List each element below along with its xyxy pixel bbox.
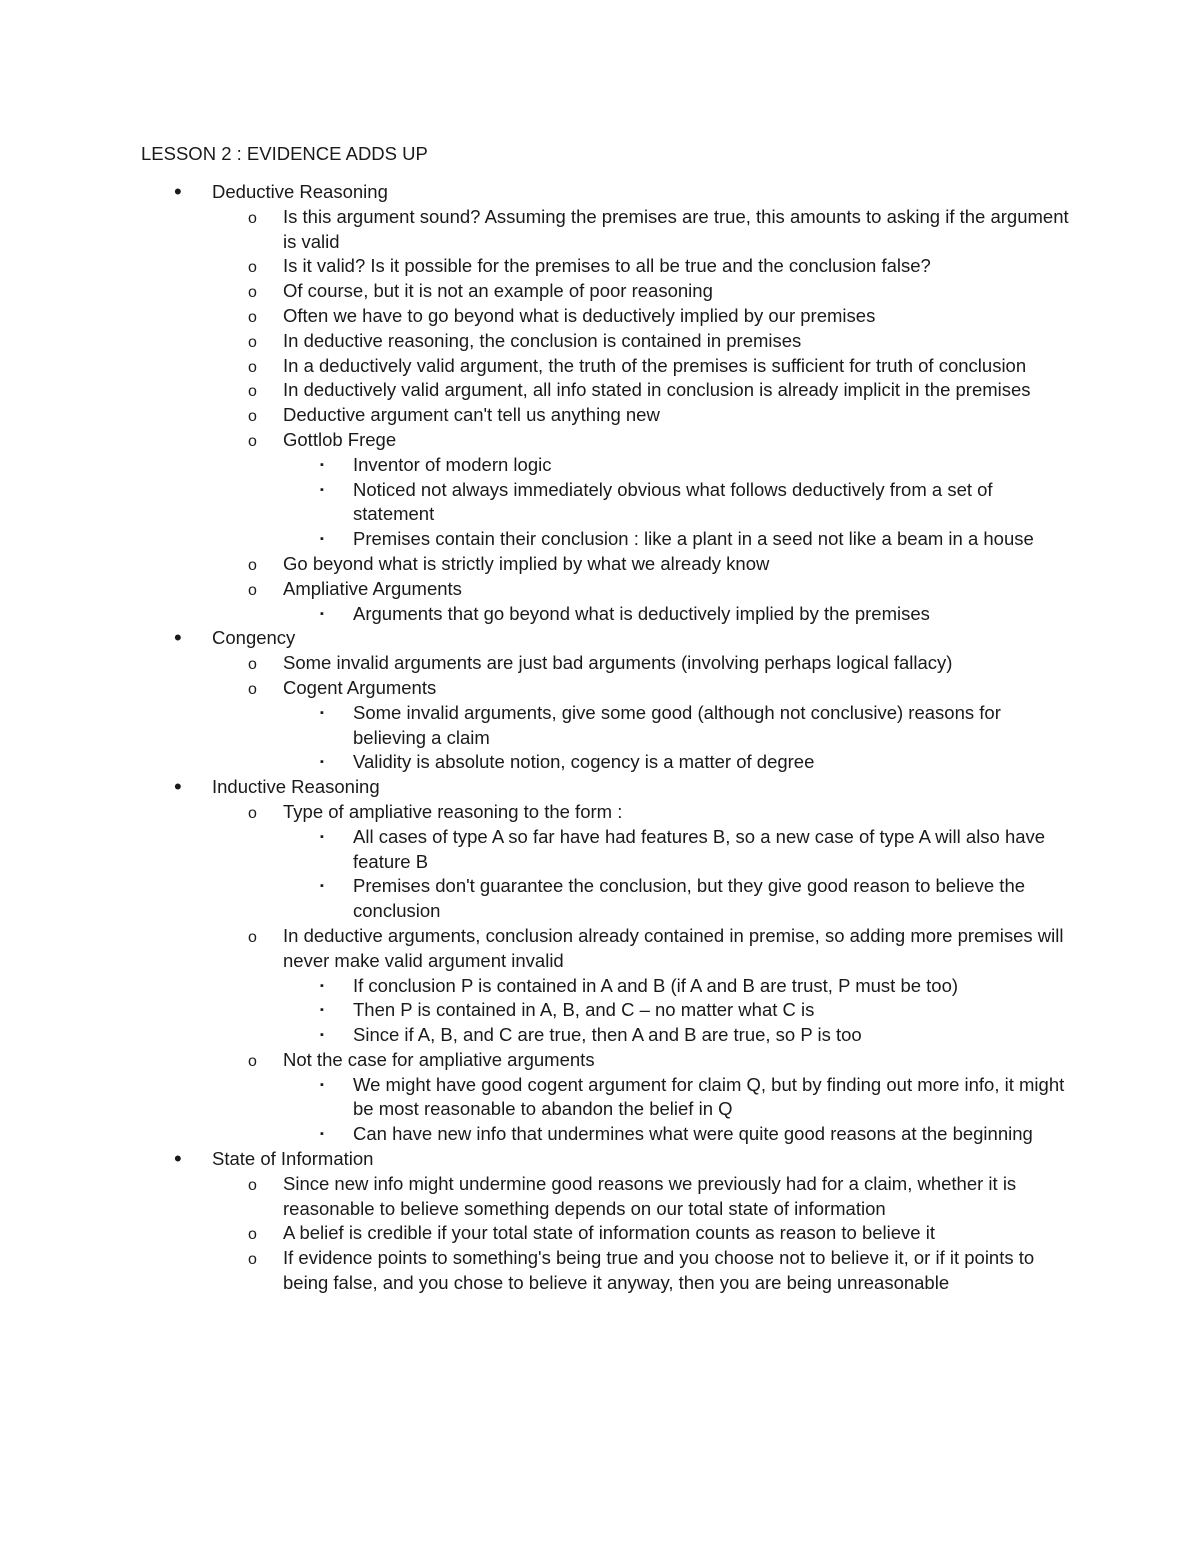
outline-item-level-3	[320, 825, 1073, 875]
outline-item-text: Not the case for ampliative arguments	[283, 1048, 595, 1070]
outline-item-text: Is this argument sound? Assuming the premises are true, this amounts to asking if the argument is valid	[283, 205, 1069, 252]
bullet-icon: o	[248, 804, 257, 822]
outline-item-text: Some invalid arguments, give some good (although not conclusive) reasons for believing a claim	[353, 701, 1001, 748]
outline-item-level-2	[248, 800, 1073, 825]
outline-item-level-2	[248, 279, 1073, 304]
outline-item-text: Of course, but it is not an example of poor reasoning	[283, 280, 713, 302]
outline-item-level-2	[248, 552, 1073, 577]
bullet-icon: •	[174, 774, 182, 800]
bullet-icon: o	[248, 1176, 257, 1194]
outline-item-level-2	[248, 378, 1073, 403]
outline-item-text: Ampliative Arguments	[283, 577, 462, 599]
outline-item-level-3	[320, 527, 1073, 552]
outline-item-text: Validity is absolute notion, cogency is a matter of degree	[353, 751, 815, 773]
outline-item-text: We might have good cogent argument for claim Q, but by finding out more info, it might be most reasonable to abandon the belief in Q	[353, 1073, 1065, 1120]
outline-list	[0, 180, 1200, 1296]
outline-item-text: Premises contain their conclusion : like a plant in a seed not like a beam in a house	[353, 528, 1034, 550]
outline-item-level-2	[248, 577, 1073, 602]
bullet-icon: o	[248, 928, 257, 946]
outline-item-text: State of Information	[212, 1148, 374, 1170]
bullet-icon: o	[248, 358, 257, 376]
outline-item-text: Arguments that go beyond what is deductively implied by the premises	[353, 602, 930, 624]
bullet-icon: ▪	[320, 607, 324, 620]
outline-item-text: Since new info might undermine good reasons we previously had for a claim, whether it is reasonable to believe something depends on our total state of information	[283, 1172, 1017, 1219]
outline-item-level-3	[320, 750, 1073, 775]
outline-item-text: Congency	[212, 627, 296, 649]
outline-item-text: In deductively valid argument, all info stated in conclusion is already implicit in the premises	[283, 379, 1031, 401]
outline-item-level-2	[248, 329, 1073, 354]
outline-item-text: Premises don't guarantee the conclusion, but they give good reason to believe the conclusion	[353, 875, 1026, 922]
outline-item-level-3	[320, 453, 1073, 478]
bullet-icon: o	[248, 581, 257, 599]
outline-item-level-3	[320, 974, 1073, 999]
outline-item-level-3	[320, 1023, 1073, 1048]
bullet-icon: o	[248, 680, 257, 698]
bullet-icon: o	[248, 1226, 257, 1244]
outline-item-text: Deductive argument can't tell us anything new	[283, 404, 660, 426]
bullet-icon: o	[248, 432, 257, 450]
outline-item-text: Often we have to go beyond what is deductively implied by our premises	[283, 304, 876, 326]
outline-item-level-3	[320, 1122, 1073, 1147]
outline-item-text: Inductive Reasoning	[212, 776, 380, 798]
outline-item-level-3	[320, 478, 1073, 528]
outline-item-text: Go beyond what is strictly implied by what we already know	[283, 552, 770, 574]
outline-item-text: All cases of type A so far have had features B, so a new case of type A will also have feature B	[353, 825, 1046, 872]
outline-item-level-2	[248, 254, 1073, 279]
bullet-icon: o	[248, 1052, 257, 1070]
bullet-icon: o	[248, 284, 257, 302]
bullet-icon: o	[248, 308, 257, 326]
bullet-icon: o	[248, 383, 257, 401]
outline-item-text: A belief is credible if your total state of information counts as reason to believe it	[283, 1222, 935, 1244]
outline-item-text: In a deductively valid argument, the truth of the premises is sufficient for truth of conclusion	[283, 354, 1027, 376]
outline-item-text: Is it valid? Is it possible for the premises to all be true and the conclusion false?	[283, 255, 931, 277]
bullet-icon: ▪	[320, 1078, 324, 1091]
bullet-icon: ▪	[320, 1029, 324, 1042]
outline-item-level-2	[248, 428, 1073, 453]
bullet-icon: •	[174, 625, 182, 651]
outline-item-text: If evidence points to something's being true and you choose not to believe it, or if it points to being false, and you chose to believe it anyway, then you are being unreasonable	[283, 1247, 1035, 1294]
outline-item-level-1	[174, 1146, 1072, 1172]
outline-item-level-3	[320, 602, 1073, 627]
bullet-icon: ▪	[320, 830, 324, 843]
outline-item-level-1	[174, 625, 1072, 651]
bullet-icon: •	[174, 179, 182, 204]
bullet-icon: ▪	[320, 483, 324, 496]
outline-item-level-3	[320, 1073, 1073, 1123]
outline-item-text: Deductive Reasoning	[212, 181, 388, 202]
outline-item-text: Gottlob Frege	[283, 428, 397, 450]
outline-item-level-2	[248, 304, 1073, 329]
outline-item-level-3	[320, 874, 1073, 924]
bullet-icon: o	[248, 259, 257, 277]
bullet-icon: •	[174, 1146, 182, 1172]
outline-item-level-3	[320, 701, 1073, 751]
bullet-icon: ▪	[320, 1128, 324, 1141]
outline-item-level-2	[248, 354, 1073, 379]
bullet-icon: ▪	[320, 458, 324, 471]
outline-item-level-3	[320, 998, 1073, 1023]
outline-item-text: In deductive arguments, conclusion already contained in premise, so adding more premises will never make valid argument invalid	[283, 924, 1064, 971]
outline-item-text: Since if A, B, and C are true, then A and B are true, so P is too	[353, 1024, 862, 1046]
outline-item-text: In deductive reasoning, the conclusion is contained in premises	[283, 329, 802, 351]
outline-item-level-2	[248, 1221, 1073, 1246]
outline-item-level-1	[174, 774, 1072, 800]
document-title: LESSON 2 : EVIDENCE ADDS UP	[141, 143, 428, 164]
bullet-icon: o	[248, 556, 257, 574]
bullet-icon: ▪	[320, 756, 324, 769]
bullet-icon: ▪	[320, 706, 324, 719]
bullet-icon: ▪	[320, 880, 324, 893]
bullet-icon: o	[248, 333, 257, 351]
outline-item-level-2	[248, 1246, 1073, 1296]
bullet-icon: o	[248, 408, 257, 426]
outline-item-level-2	[248, 676, 1073, 701]
bullet-icon: o	[248, 1251, 257, 1269]
outline-item-text: Cogent Arguments	[283, 676, 437, 698]
outline-item-level-1	[174, 179, 1072, 205]
outline-item-level-2	[248, 205, 1073, 255]
outline-item-text: Noticed not always immediately obvious what follows deductively from a set of statement	[353, 478, 993, 525]
bullet-icon: ▪	[320, 1004, 324, 1017]
outline-item-text: If conclusion P is contained in A and B (if A and B are trust, P must be too)	[353, 974, 959, 996]
bullet-icon: ▪	[320, 979, 324, 992]
bullet-icon: o	[248, 656, 257, 674]
outline-item-level-2	[248, 1172, 1073, 1222]
outline-item-level-2	[248, 924, 1073, 974]
outline-item-text: Then P is contained in A, B, and C – no matter what C is	[353, 999, 815, 1021]
outline-item-level-2	[248, 651, 1073, 676]
bullet-icon: o	[248, 209, 257, 227]
outline-item-text: Some invalid arguments are just bad arguments (involving perhaps logical fallacy)	[283, 652, 953, 674]
outline-item-text: Type of ampliative reasoning to the form :	[283, 800, 623, 822]
bullet-icon: ▪	[320, 533, 324, 546]
outline-item-level-2	[248, 403, 1073, 428]
outline-item-level-2	[248, 1048, 1073, 1073]
outline-item-text: Inventor of modern logic	[353, 453, 552, 475]
outline-item-text: Can have new info that undermines what were quite good reasons at the beginning	[353, 1123, 1033, 1145]
